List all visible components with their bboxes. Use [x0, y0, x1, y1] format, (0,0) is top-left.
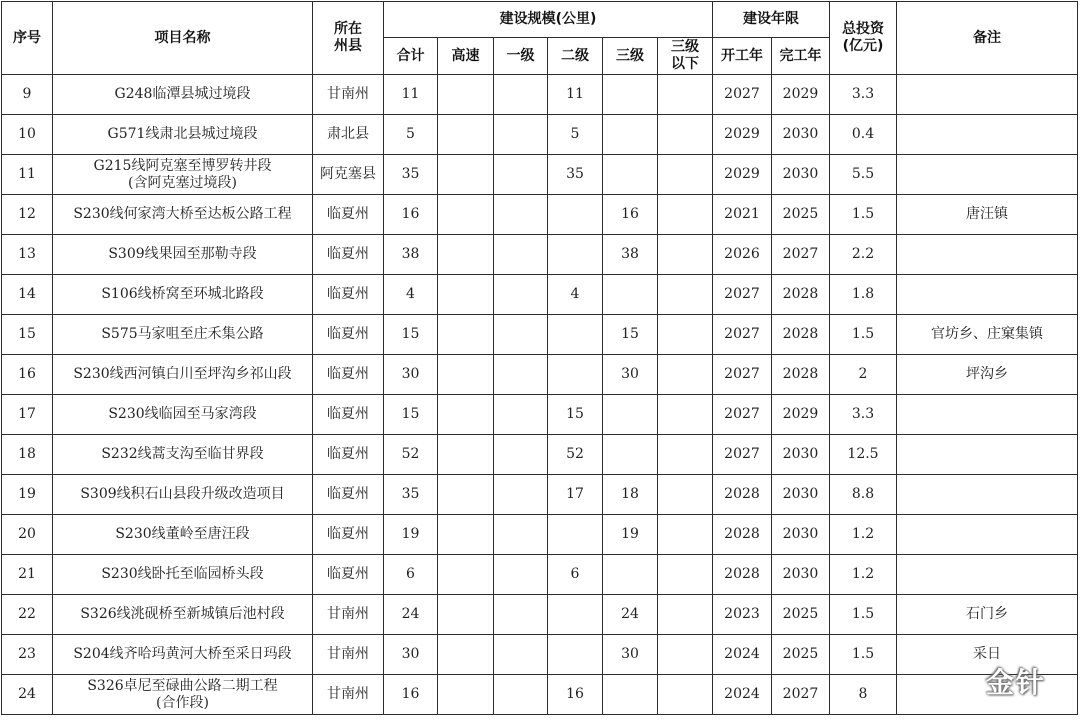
- cell-grade3below: [658, 515, 713, 555]
- cell-grade2: [548, 355, 603, 395]
- cell-no: 18: [2, 435, 53, 475]
- cell-highway: [438, 555, 494, 595]
- cell-remark: 采日: [897, 635, 1078, 675]
- cell-total: 5: [384, 115, 438, 155]
- table-row: [2, 475, 1078, 515]
- cell-invest: 1.5: [830, 195, 897, 235]
- table-row: [2, 395, 1078, 435]
- cell-no: 23: [2, 635, 53, 675]
- cell-county: 临夏州: [313, 315, 384, 355]
- cell-total: 52: [384, 435, 438, 475]
- cell-grade3: [603, 395, 658, 435]
- cell-invest: 8: [830, 675, 897, 715]
- cell-end-year: 2025: [772, 195, 830, 235]
- cell-grade3below: [658, 675, 713, 715]
- cell-name: S326卓尼至碌曲公路二期工程 (合作段): [53, 675, 313, 715]
- cell-name: G571线肃北县城过境段: [53, 115, 313, 155]
- cell-invest: 2.2: [830, 235, 897, 275]
- cell-end-year: 2030: [772, 435, 830, 475]
- cell-highway: [438, 115, 494, 155]
- cell-grade3below: [658, 595, 713, 635]
- table-row: [2, 275, 1078, 315]
- cell-grade1: [494, 315, 548, 355]
- cell-grade3: 19: [603, 515, 658, 555]
- cell-start-year: 2027: [713, 395, 772, 435]
- table-row: [2, 195, 1078, 235]
- cell-county: 临夏州: [313, 355, 384, 395]
- cell-remark: [897, 395, 1078, 435]
- cell-invest: 12.5: [830, 435, 897, 475]
- cell-start-year: 2027: [713, 435, 772, 475]
- cell-county: 临夏州: [313, 235, 384, 275]
- cell-total: 15: [384, 315, 438, 355]
- cell-grade1: [494, 75, 548, 115]
- cell-grade2: 52: [548, 435, 603, 475]
- cell-name: S326线洮砚桥至新城镇后池村段: [53, 595, 313, 635]
- table-row: [2, 355, 1078, 395]
- cell-no: 19: [2, 475, 53, 515]
- cell-grade2: 17: [548, 475, 603, 515]
- cell-grade3below: [658, 355, 713, 395]
- cell-highway: [438, 675, 494, 715]
- cell-grade1: [494, 635, 548, 675]
- cell-end-year: 2030: [772, 155, 830, 195]
- cell-grade3below: [658, 195, 713, 235]
- header-end-year: 完工年: [772, 38, 830, 75]
- cell-grade3: 38: [603, 235, 658, 275]
- header-grade3below: 三级 以下: [658, 38, 713, 75]
- cell-highway: [438, 195, 494, 235]
- cell-total: 19: [384, 515, 438, 555]
- cell-name: S230线西河镇白川至坪沟乡祁山段: [53, 355, 313, 395]
- cell-grade3below: [658, 75, 713, 115]
- cell-grade3: 24: [603, 595, 658, 635]
- cell-remark: [897, 115, 1078, 155]
- cell-total: 6: [384, 555, 438, 595]
- cell-grade3: [603, 275, 658, 315]
- cell-start-year: 2023: [713, 595, 772, 635]
- cell-grade3below: [658, 315, 713, 355]
- cell-grade1: [494, 435, 548, 475]
- cell-invest: 1.5: [830, 635, 897, 675]
- cell-county: 临夏州: [313, 395, 384, 435]
- cell-start-year: 2029: [713, 155, 772, 195]
- cell-grade1: [494, 235, 548, 275]
- cell-invest: 3.3: [830, 395, 897, 435]
- cell-grade1: [494, 555, 548, 595]
- cell-grade2: [548, 195, 603, 235]
- cell-total: 15: [384, 395, 438, 435]
- table-row: [2, 595, 1078, 635]
- cell-grade3: 18: [603, 475, 658, 515]
- cell-end-year: 2030: [772, 475, 830, 515]
- cell-start-year: 2024: [713, 675, 772, 715]
- table-row: [2, 235, 1078, 275]
- cell-invest: 2: [830, 355, 897, 395]
- cell-name: G215线阿克塞至博罗转井段 (含阿克塞过境段): [53, 155, 313, 195]
- cell-name: S232线蒿支沟至临甘界段: [53, 435, 313, 475]
- cell-no: 11: [2, 155, 53, 195]
- cell-highway: [438, 595, 494, 635]
- watermark-logo: 金针: [985, 666, 1046, 699]
- cell-end-year: 2027: [772, 675, 830, 715]
- header-start-year: 开工年: [713, 38, 772, 75]
- cell-county: 临夏州: [313, 195, 384, 235]
- header-grade1: 一级: [494, 38, 548, 75]
- cell-end-year: 2030: [772, 515, 830, 555]
- cell-name: S309线果园至那勒寺段: [53, 235, 313, 275]
- cell-grade1: [494, 475, 548, 515]
- cell-total: 4: [384, 275, 438, 315]
- cell-county: 阿克塞县: [313, 155, 384, 195]
- cell-county: 甘南州: [313, 595, 384, 635]
- table-body: [2, 75, 1078, 715]
- cell-remark: [897, 515, 1078, 555]
- cell-start-year: 2027: [713, 275, 772, 315]
- cell-county: 临夏州: [313, 275, 384, 315]
- cell-name: S309线积石山县段升级改造项目: [53, 475, 313, 515]
- cell-total: 16: [384, 675, 438, 715]
- cell-name: S575马家咀至庄禾集公路: [53, 315, 313, 355]
- cell-invest: 3.3: [830, 75, 897, 115]
- cell-name: S230线卧托至临园桥头段: [53, 555, 313, 595]
- cell-name: S204线齐哈玛黄河大桥至采日玛段: [53, 635, 313, 675]
- cell-grade1: [494, 155, 548, 195]
- cell-grade1: [494, 675, 548, 715]
- cell-county: 临夏州: [313, 435, 384, 475]
- cell-no: 13: [2, 235, 53, 275]
- cell-grade3: 16: [603, 195, 658, 235]
- cell-county: 临夏州: [313, 555, 384, 595]
- header-remark: 备注: [897, 2, 1078, 75]
- cell-remark: 官坊乡、庄窠集镇: [897, 315, 1078, 355]
- cell-highway: [438, 235, 494, 275]
- projects-table: [1, 1, 1078, 715]
- cell-highway: [438, 75, 494, 115]
- cell-grade3below: [658, 275, 713, 315]
- cell-end-year: 2025: [772, 635, 830, 675]
- cell-highway: [438, 475, 494, 515]
- cell-invest: 1.5: [830, 315, 897, 355]
- cell-grade2: [548, 595, 603, 635]
- cell-grade3below: [658, 555, 713, 595]
- header-grade3: 三级: [603, 38, 658, 75]
- cell-end-year: 2030: [772, 555, 830, 595]
- header-years: 建设年限: [713, 2, 830, 38]
- table-row: [2, 435, 1078, 475]
- cell-total: 11: [384, 75, 438, 115]
- cell-highway: [438, 355, 494, 395]
- cell-grade3: [603, 435, 658, 475]
- cell-total: 35: [384, 155, 438, 195]
- cell-highway: [438, 635, 494, 675]
- cell-grade1: [494, 115, 548, 155]
- cell-end-year: 2028: [772, 355, 830, 395]
- cell-grade3: 30: [603, 355, 658, 395]
- cell-start-year: 2021: [713, 195, 772, 235]
- cell-grade1: [494, 515, 548, 555]
- cell-remark: [897, 555, 1078, 595]
- cell-remark: [897, 235, 1078, 275]
- cell-grade2: [548, 315, 603, 355]
- cell-no: 20: [2, 515, 53, 555]
- cell-total: 38: [384, 235, 438, 275]
- cell-total: 30: [384, 635, 438, 675]
- table-row: [2, 315, 1078, 355]
- table-row: [2, 675, 1078, 715]
- cell-highway: [438, 155, 494, 195]
- cell-no: 22: [2, 595, 53, 635]
- cell-grade1: [494, 355, 548, 395]
- cell-no: 9: [2, 75, 53, 115]
- header-highway: 高速: [438, 38, 494, 75]
- cell-total: 30: [384, 355, 438, 395]
- cell-end-year: 2028: [772, 275, 830, 315]
- cell-invest: 1.2: [830, 515, 897, 555]
- cell-start-year: 2027: [713, 315, 772, 355]
- cell-name: S230线董岭至唐汪段: [53, 515, 313, 555]
- cell-end-year: 2029: [772, 75, 830, 115]
- table-row: [2, 515, 1078, 555]
- cell-highway: [438, 315, 494, 355]
- cell-grade1: [494, 195, 548, 235]
- cell-start-year: 2026: [713, 235, 772, 275]
- cell-grade3below: [658, 155, 713, 195]
- cell-grade3below: [658, 395, 713, 435]
- cell-end-year: 2027: [772, 235, 830, 275]
- cell-start-year: 2028: [713, 515, 772, 555]
- cell-grade3below: [658, 475, 713, 515]
- cell-grade3below: [658, 635, 713, 675]
- table-row: [2, 155, 1078, 195]
- header-grade2: 二级: [548, 38, 603, 75]
- cell-end-year: 2030: [772, 115, 830, 155]
- cell-grade2: 15: [548, 395, 603, 435]
- cell-start-year: 2029: [713, 115, 772, 155]
- cell-grade3: 15: [603, 315, 658, 355]
- cell-highway: [438, 275, 494, 315]
- header-county: 所在 州县: [313, 2, 384, 75]
- cell-no: 24: [2, 675, 53, 715]
- header-no: 序号: [2, 2, 53, 75]
- cell-grade1: [494, 275, 548, 315]
- cell-remark: 石门乡: [897, 595, 1078, 635]
- cell-name: G248临潭县城过境段: [53, 75, 313, 115]
- cell-highway: [438, 435, 494, 475]
- cell-start-year: 2027: [713, 355, 772, 395]
- cell-remark: [897, 435, 1078, 475]
- cell-invest: 1.2: [830, 555, 897, 595]
- cell-no: 16: [2, 355, 53, 395]
- cell-grade3below: [658, 435, 713, 475]
- cell-county: 临夏州: [313, 515, 384, 555]
- header-total: 合计: [384, 38, 438, 75]
- cell-no: 21: [2, 555, 53, 595]
- cell-name: S230线何家湾大桥至达板公路工程: [53, 195, 313, 235]
- cell-total: 16: [384, 195, 438, 235]
- cell-remark: 坪沟乡: [897, 355, 1078, 395]
- cell-highway: [438, 395, 494, 435]
- cell-grade2: 5: [548, 115, 603, 155]
- cell-remark: [897, 155, 1078, 195]
- cell-county: 肃北县: [313, 115, 384, 155]
- cell-county: 甘南州: [313, 675, 384, 715]
- cell-grade3below: [658, 115, 713, 155]
- cell-grade1: [494, 595, 548, 635]
- cell-no: 10: [2, 115, 53, 155]
- cell-remark: 唐汪镇: [897, 195, 1078, 235]
- cell-grade3below: [658, 235, 713, 275]
- cell-grade2: [548, 635, 603, 675]
- cell-grade3: 30: [603, 635, 658, 675]
- cell-grade1: [494, 395, 548, 435]
- header-invest: 总投资 (亿元): [830, 2, 897, 75]
- cell-start-year: 2027: [713, 75, 772, 115]
- cell-invest: 1.5: [830, 595, 897, 635]
- cell-no: 14: [2, 275, 53, 315]
- cell-grade3: [603, 155, 658, 195]
- cell-end-year: 2025: [772, 595, 830, 635]
- cell-county: 临夏州: [313, 475, 384, 515]
- cell-county: 甘南州: [313, 635, 384, 675]
- cell-grade2: [548, 515, 603, 555]
- cell-end-year: 2028: [772, 315, 830, 355]
- cell-grade3: [603, 75, 658, 115]
- cell-no: 15: [2, 315, 53, 355]
- cell-grade2: 6: [548, 555, 603, 595]
- cell-no: 12: [2, 195, 53, 235]
- cell-invest: 5.5: [830, 155, 897, 195]
- cell-grade2: 11: [548, 75, 603, 115]
- table-row: [2, 75, 1078, 115]
- table-row: [2, 635, 1078, 675]
- cell-grade3: [603, 555, 658, 595]
- table-row: [2, 115, 1078, 155]
- cell-start-year: 2024: [713, 635, 772, 675]
- cell-end-year: 2029: [772, 395, 830, 435]
- cell-grade3: [603, 115, 658, 155]
- cell-remark: [897, 75, 1078, 115]
- cell-invest: 0.4: [830, 115, 897, 155]
- cell-start-year: 2028: [713, 555, 772, 595]
- cell-invest: 8.8: [830, 475, 897, 515]
- cell-name: S106线桥窝至环城北路段: [53, 275, 313, 315]
- cell-grade3: [603, 675, 658, 715]
- cell-total: 35: [384, 475, 438, 515]
- header-name: 项目名称: [53, 2, 313, 75]
- cell-start-year: 2028: [713, 475, 772, 515]
- cell-total: 24: [384, 595, 438, 635]
- cell-grade2: 4: [548, 275, 603, 315]
- cell-grade2: 16: [548, 675, 603, 715]
- cell-no: 17: [2, 395, 53, 435]
- cell-invest: 1.8: [830, 275, 897, 315]
- table-row: [2, 555, 1078, 595]
- header-scale: 建设规模(公里): [384, 2, 713, 38]
- header-row-1: [2, 2, 1078, 38]
- cell-name: S230线临园至马家湾段: [53, 395, 313, 435]
- cell-grade2: 35: [548, 155, 603, 195]
- cell-remark: [897, 475, 1078, 515]
- cell-county: 甘南州: [313, 75, 384, 115]
- cell-grade2: [548, 235, 603, 275]
- cell-highway: [438, 515, 494, 555]
- cell-remark: [897, 275, 1078, 315]
